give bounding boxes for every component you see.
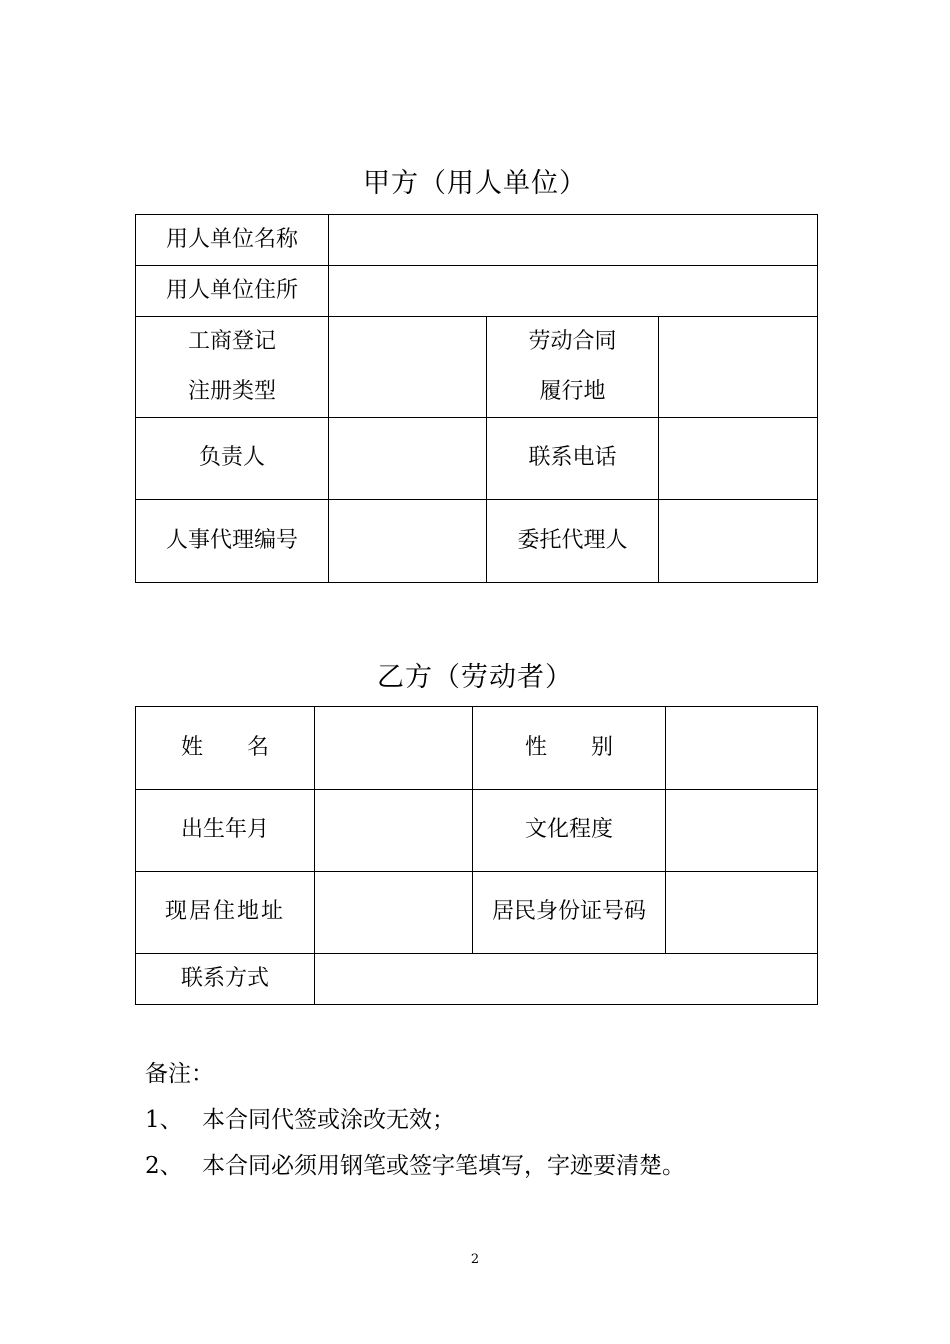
education-field[interactable] (666, 790, 818, 872)
party-b-table (135, 706, 818, 1005)
name-field[interactable] (315, 707, 473, 790)
responsible-person-label: 负责人 (136, 418, 329, 500)
contract-location-label-line2: 履行地 (539, 379, 606, 404)
education-label: 文化程度 (473, 790, 666, 872)
responsible-person-field[interactable] (329, 418, 487, 500)
employer-address-label: 用人单位住所 (136, 266, 329, 317)
authorized-agent-label: 委托代理人 (487, 500, 659, 583)
party-a-title: 甲方（用人单位） (363, 168, 587, 199)
note-text: 本合同代签或涂改无效； (202, 1107, 455, 1133)
registration-type-label-line2: 注册类型 (187, 379, 276, 404)
party-b-title: 乙方（劳动者） (377, 662, 573, 693)
authorized-agent-field[interactable] (659, 500, 818, 583)
gender-field[interactable] (666, 707, 818, 790)
id-number-field[interactable] (666, 872, 818, 954)
contract-location-label-line1: 劳动合同 (528, 329, 617, 354)
contact-method-field[interactable] (315, 954, 818, 1005)
note-number: 1、 (145, 1107, 183, 1133)
birth-date-field[interactable] (315, 790, 473, 872)
party-a-table (135, 214, 818, 583)
hr-agency-number-field[interactable] (329, 500, 487, 583)
employer-address-field[interactable] (329, 266, 818, 317)
employer-name-field[interactable] (329, 215, 818, 266)
notes-heading: 备注： (145, 1061, 214, 1087)
employer-phone-label: 联系电话 (487, 418, 659, 500)
contact-method-label: 联系方式 (136, 954, 315, 1005)
registration-type-label (136, 317, 329, 418)
employer-name-label: 用人单位名称 (136, 215, 329, 266)
registration-type-label-line1: 工商登记 (187, 329, 276, 354)
birth-date-label: 出生年月 (136, 790, 315, 872)
note-item (145, 1097, 685, 1143)
name-label: 姓 名 (136, 707, 315, 790)
current-address-field[interactable] (315, 872, 473, 954)
note-item (145, 1143, 685, 1189)
contract-location-field[interactable] (659, 317, 818, 418)
id-number-label: 居民身份证号码 (473, 872, 666, 954)
hr-agency-number-label: 人事代理编号 (136, 500, 329, 583)
current-address-label: 现居住地址 (136, 872, 315, 954)
gender-label: 性 别 (473, 707, 666, 790)
notes-section (145, 1051, 685, 1189)
note-text: 本合同必须用钢笔或签字笔填写，字迹要清楚。 (202, 1153, 685, 1179)
employer-phone-field[interactable] (659, 418, 818, 500)
contract-location-label (487, 317, 659, 418)
note-number: 2、 (145, 1153, 183, 1179)
registration-type-field[interactable] (329, 317, 487, 418)
page-number: 2 (470, 1252, 480, 1267)
